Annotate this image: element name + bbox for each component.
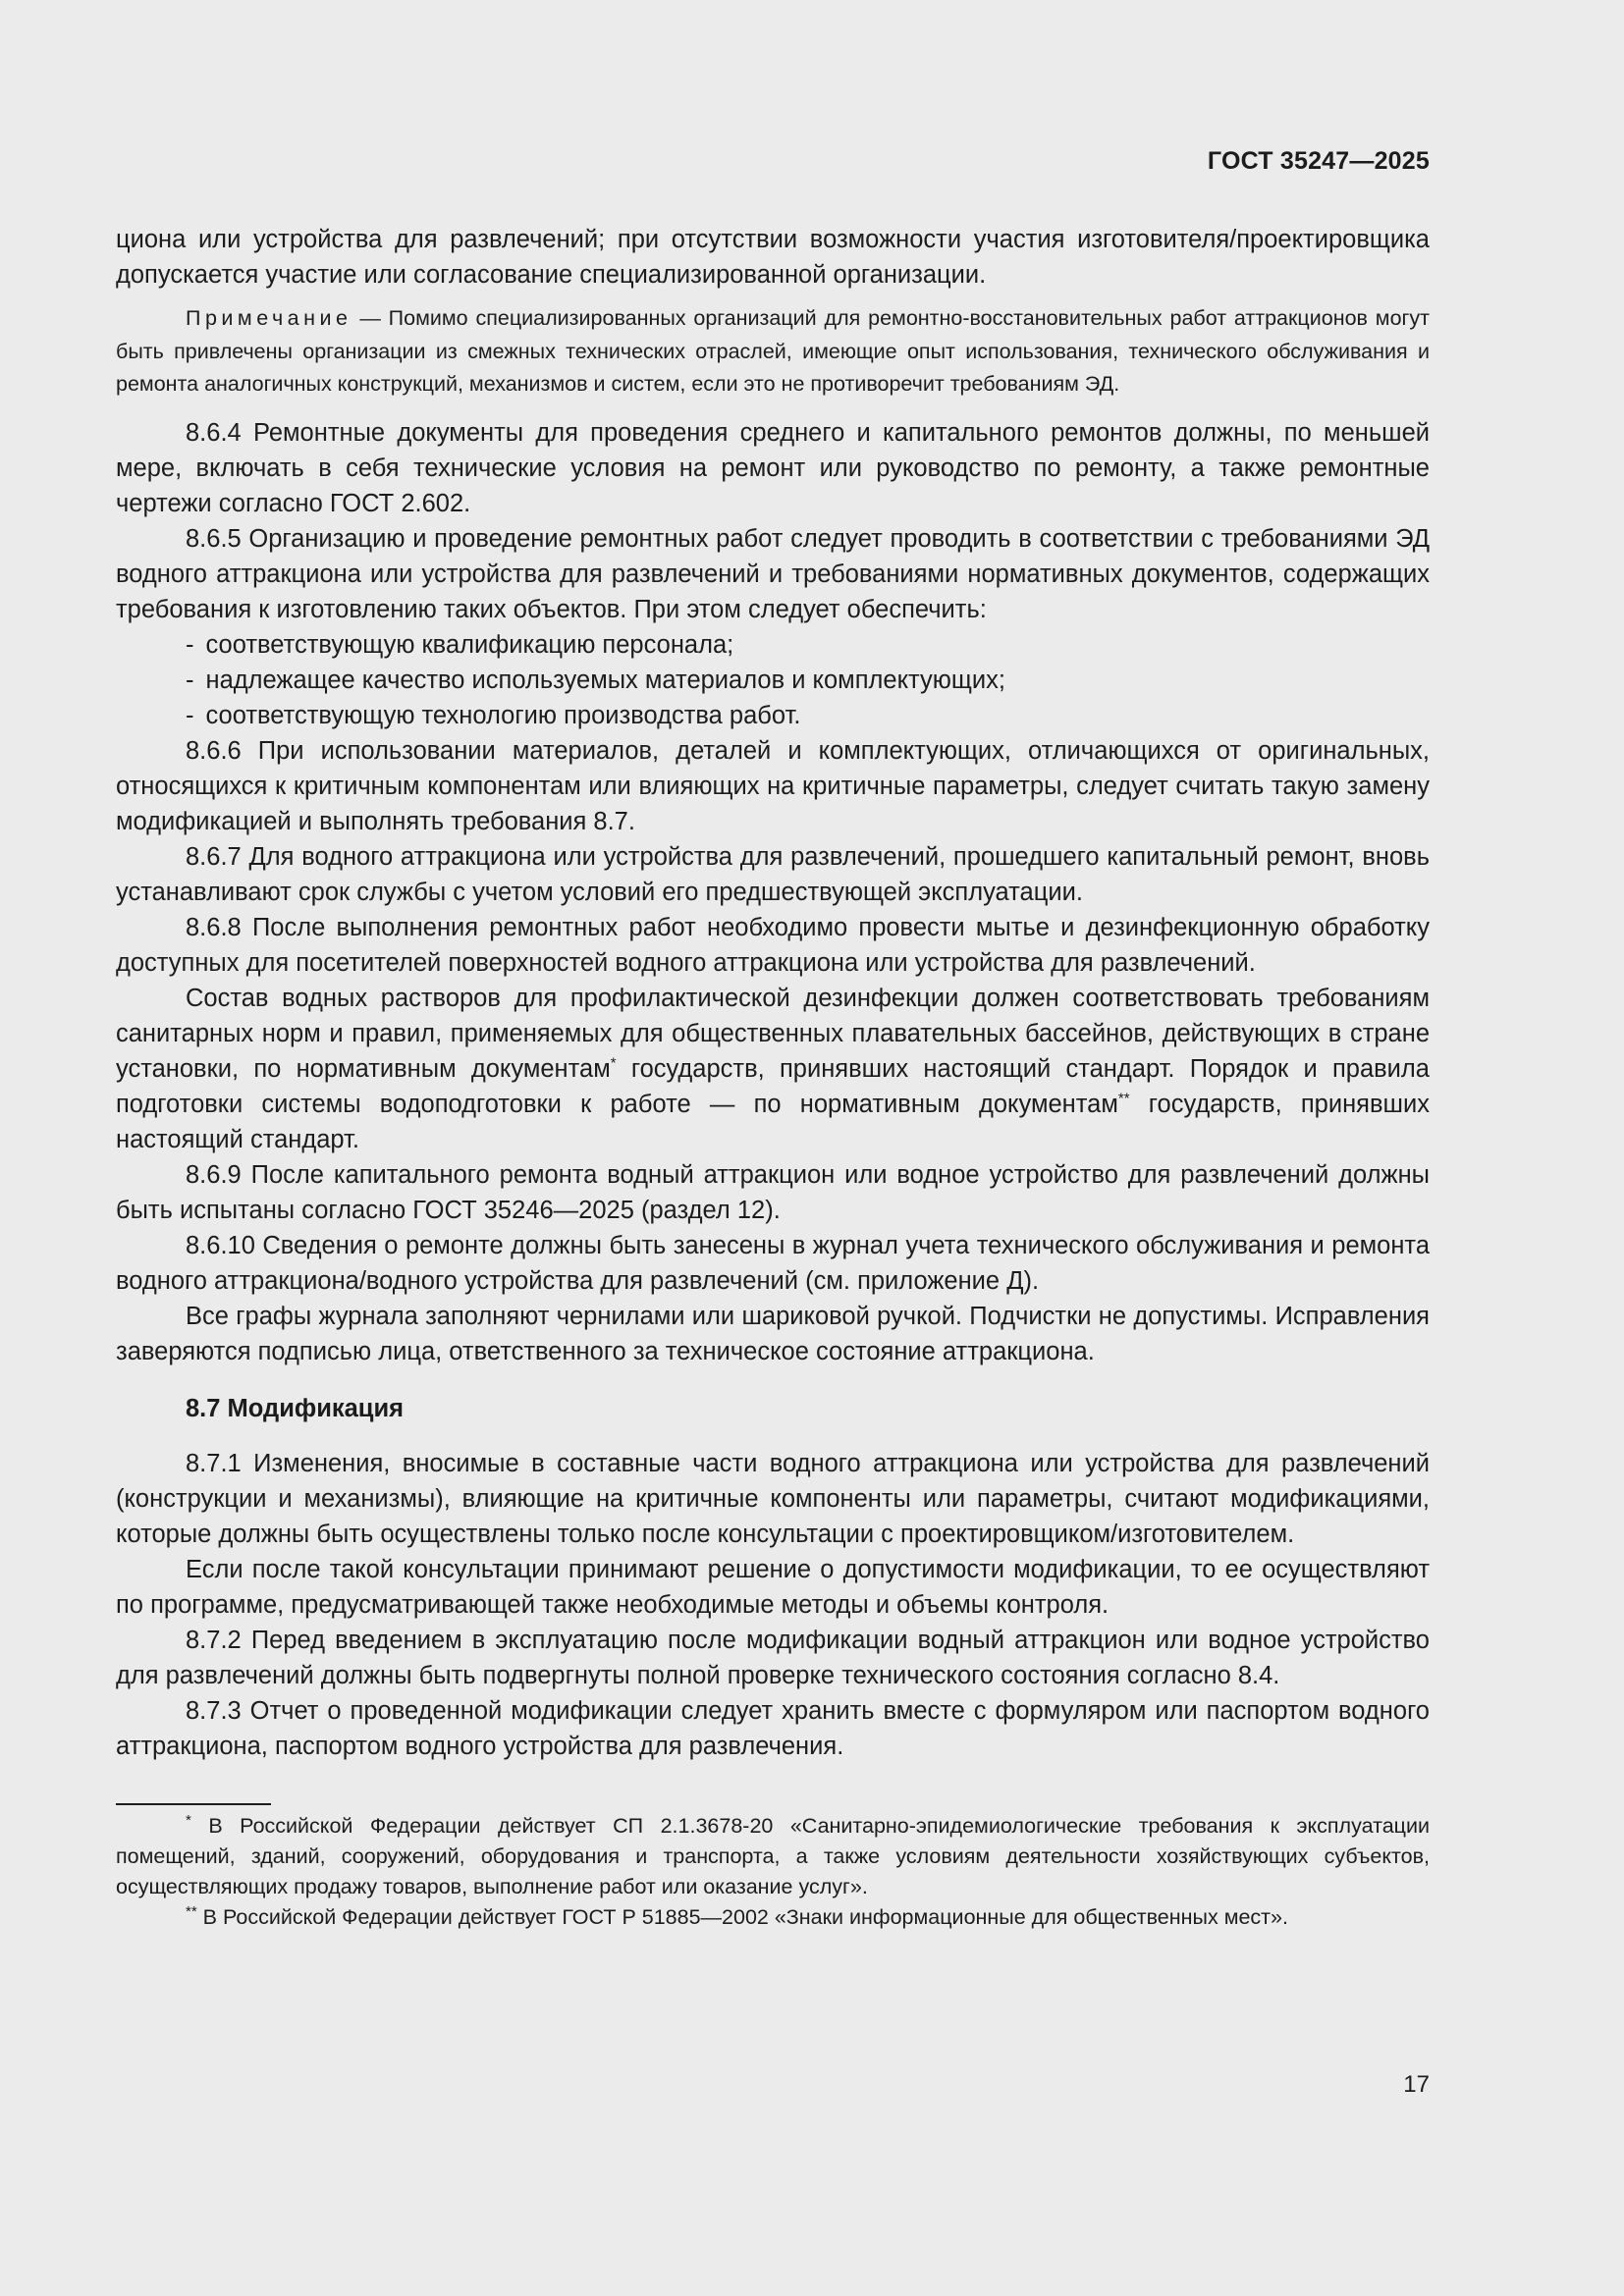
note-paragraph xyxy=(116,302,1430,401)
paragraph-journal: Все графы журнала заполняют чернилами или шариковой ручкой. Подчистки не допустимы. Исправления заверяются подписью лица, ответственного за техническое состояние аттракциона. xyxy=(116,1302,1430,1365)
paragraph-8-6-10: 8.6.10 Сведения о ремонте должны быть занесены в журнал учета технического обслуживания и ремонта водного аттракциона/водного устройства для развлечений (см. приложение Д). xyxy=(116,1231,1430,1295)
paragraph-8-7-1: 8.7.1 Изменения, вносимые в составные части водного аттракциона или устройства для развлечений (конструкции и механизмы), влияющие на критичные компоненты или параметры, считают модификациями, которые должны быть осуществлены только после консультации с проектировщиком/изготовителем. xyxy=(116,1449,1430,1548)
page-body xyxy=(116,222,1430,1933)
footnote-mark: ** xyxy=(186,1902,197,1920)
document-code-header: ГОСТ 35247—2025 xyxy=(1207,147,1430,175)
footnote-1: * В Российской Федерации действует СП 2.1.3678-20 «Санитарно-эпидемиологические требования к эксплуатации помещений, зданий, сооружений, оборудования и транспорта, а также условиям деятельности хозяйствующих субъектов, осуществляющих продажу товаров, выполнение работ или оказание услуг». xyxy=(116,1811,1430,1898)
footnote-ref-1[interactable]: * xyxy=(610,1054,617,1071)
paragraph-8-6-9: 8.6.9 После капитального ремонта водный аттракцион или водное устройство для развлечений должны быть испытаны согласно ГОСТ 35246—2025 (раздел 12). xyxy=(116,1160,1430,1224)
paragraph-disinfection: Состав водных растворов для профилактической дезинфекции должен соответствовать требованиям санитарных норм и правил, применяемых для общественных плавательных бассейнов, действующих в стране установки, по нормативным документам* государств, принявших настоящий стандарт. Порядок и правила подготовки системы водоподготовки к работе — по нормативным документам** государств, принявших настоящий стандарт. xyxy=(116,984,1430,1153)
footnote-divider xyxy=(116,1803,271,1805)
paragraph-continuation: циона или устройства для развлечений; при отсутствии возможности участия изготовителя/проектировщика допускается участие или согласование специализированной организации. xyxy=(116,226,1430,289)
paragraph-8-7-3: 8.7.3 Отчет о проведенной модификации следует хранить вместе с формуляром или паспортом водного аттракциона, паспортом водного устройства для развлечения. xyxy=(116,1696,1430,1760)
paragraph-8-6-7: 8.6.7 Для водного аттракциона или устройства для развлечений, прошедшего капитальный ремонт, вновь устанавливают срок службы с учетом условий его предшествующей эксплуатации. xyxy=(116,842,1430,906)
section-heading-8-7: 8.7 Модификация xyxy=(186,1394,405,1422)
note-label: Примечание xyxy=(186,306,352,330)
footnote-2: ** В Российской Федерации действует ГОСТ Р 51885—2002 «Знаки информационные для общественных мест». xyxy=(186,1902,1288,1929)
note-text: — Помимо специализированных организаций для ремонтно-восстановительных работ аттракционов могут быть привлечены организации из смежных технических отраслей, имеющие опыт использования, технического обслуживания и ремонта аналогичных конструкций, механизмов и систем, если это не противоречит требованиям ЭД. xyxy=(116,306,1430,396)
paragraph-8-6-6: 8.6.6 При использовании материалов, деталей и комплектующих, отличающихся от оригинальных, относящихся к критичным компонентам или влияющих на критичные параметры, следует считать такую замену модификацией и выполнять требования 8.7. xyxy=(116,736,1430,835)
paragraph-8-6-4: 8.6.4 Ремонтные документы для проведения среднего и капитального ремонтов должны, по меньшей мере, включать в себя технические условия на ремонт или руководство по ремонту, а также ремонтные чертежи согласно ГОСТ 2.602. xyxy=(116,418,1430,517)
paragraph-8-6-5: 8.6.5 Организацию и проведение ремонтных работ следует проводить в соответствии с требованиями ЭД водного аттракциона или устройства для развлечений и требованиями нормативных документов, содержащих требования к изготовлению таких объектов. При этом следует обеспечить: xyxy=(116,524,1430,623)
requirements-list xyxy=(116,627,1430,733)
paragraph-8-6-8: 8.6.8 После выполнения ремонтных работ необходимо провести мытье и дезинфекционную обработку доступных для посетителей поверхностей водного аттракциона или устройства для развлечений. xyxy=(116,913,1430,977)
footnote-ref-2[interactable]: ** xyxy=(1117,1090,1130,1106)
paragraph-consultation: Если после такой консультации принимают решение о допустимости модификации, то ее осуществляют по программе, предусматривающей также необходимые методы и объемы контроля. xyxy=(116,1555,1430,1619)
footnote-mark: * xyxy=(186,1811,191,1829)
list-item: - надлежащее качество используемых материалов и комплектующих; xyxy=(186,666,1005,694)
list-item: - соответствующую технологию производства работ. xyxy=(186,701,801,729)
list-item: - соответствующую квалификацию персонала; xyxy=(186,630,734,659)
paragraph-8-7-2: 8.7.2 Перед введением в эксплуатацию после модификации водный аттракцион или водное устройство для развлечений должны быть подвергнуты полной проверке технического состояния согласно 8.4. xyxy=(116,1626,1430,1689)
page-number: 17 xyxy=(1403,2071,1430,2098)
